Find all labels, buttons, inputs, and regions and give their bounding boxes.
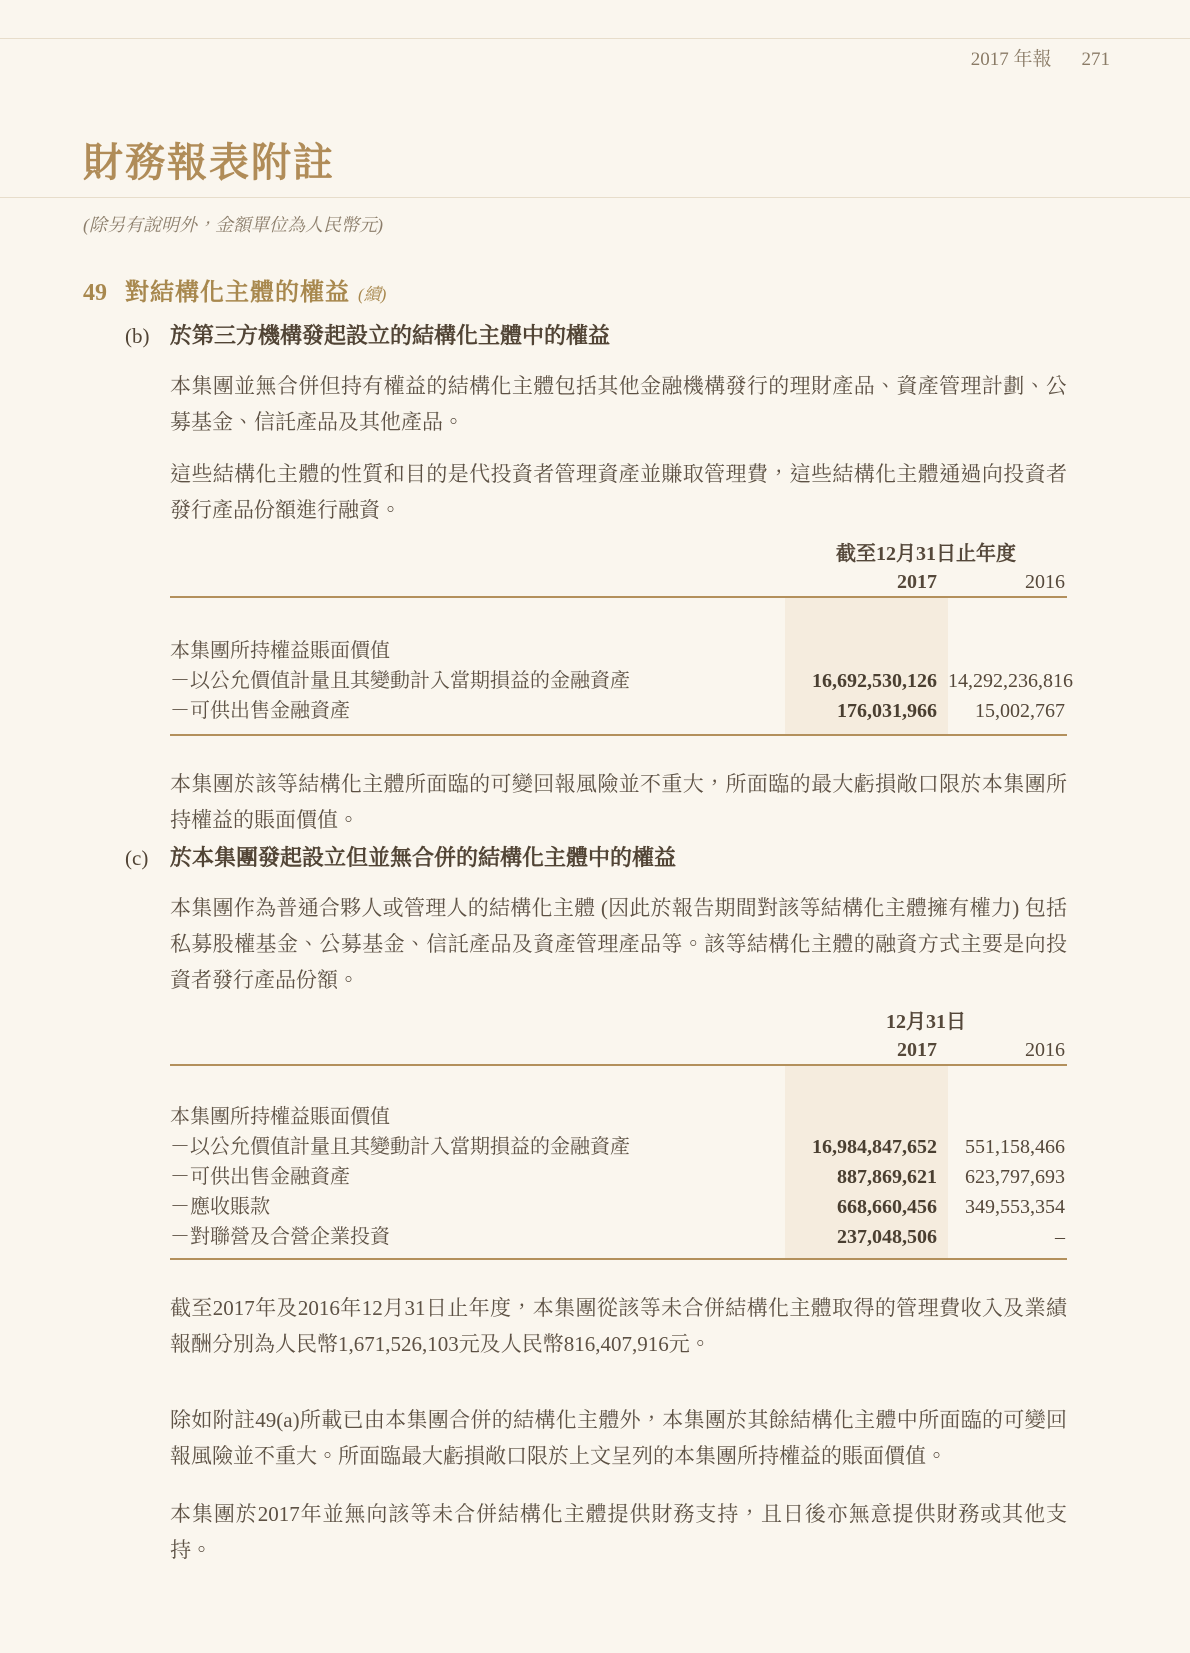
- table-third-party-structured-entities: [170, 540, 1073, 736]
- annual-report-page: [0, 38, 1190, 1653]
- subsection-c-title: 於本集團發起設立但並無合併的結構化主體中的權益: [170, 845, 677, 870]
- subsection-c-heading: [125, 842, 1190, 874]
- row-group-label: 本集團所持權益賬面價值: [170, 1106, 390, 1128]
- section-continued-marker: (續): [358, 285, 387, 304]
- subsection-b-title: 於第三方機構發起設立的結構化主體中的權益: [170, 323, 611, 348]
- value-2017: 668,660,456: [837, 1196, 937, 1218]
- value-2016: 349,553,354: [965, 1196, 1065, 1218]
- paragraph: 截至2017年及2016年12月31日止年度，本集團從該等未合併結構化主體取得的管理費收入及業績報酬分別為人民幣1,671,526,103元及人民幣816,407,916元。: [170, 1296, 1067, 1356]
- section-number: 49: [83, 280, 107, 306]
- table-unconsolidated-sponsored-structured-entities: [170, 1008, 1067, 1260]
- value-2017: 16,984,847,652: [812, 1136, 937, 1158]
- table-year-header-row: [170, 1036, 1067, 1064]
- currency-unit-note: (除另有說明外，金額單位為人民幣元): [83, 215, 383, 235]
- value-2017: 887,869,621: [837, 1166, 937, 1188]
- table-year-header-row: [170, 568, 1067, 596]
- table-period-header: 截至12月31日止年度: [836, 543, 1016, 565]
- report-year-label: 2017 年報: [970, 49, 1052, 70]
- paragraph: 本集團於2017年並無向該等未合併結構化主體提供財務支持，且日後亦無意提供財務或其他支持。: [170, 1502, 1067, 1562]
- value-2017: 16,692,530,126: [812, 670, 937, 692]
- column-header-2016: 2016: [1025, 1039, 1065, 1061]
- title-divider: [0, 197, 1190, 198]
- paragraph: 本集團於該等結構化主體所面臨的可變回報風險並不重大，所面臨的最大虧損敞口限於本集團所持權益的賬面價值。: [170, 772, 1067, 832]
- table-row: [170, 1132, 1067, 1162]
- value-2016: 623,797,693: [965, 1166, 1065, 1188]
- table-period-header: 12月31日: [886, 1011, 966, 1033]
- page-number: 271: [1081, 49, 1110, 70]
- row-label: －以公允價值計量且其變動計入當期損益的金融資產: [170, 670, 630, 692]
- table-period-header-row: [170, 540, 1067, 568]
- column-header-2016: 2016: [1025, 571, 1065, 593]
- paragraph: 除如附註49(a)所載已由本集團合併的結構化主體外，本集團於其餘結構化主體中所面臨的可變回報風險並不重大。所面臨最大虧損敞口限於上文呈列的本集團所持權益的賬面價值。: [170, 1408, 1067, 1468]
- row-label: －對聯營及合營企業投資: [170, 1226, 390, 1248]
- paragraph: 這些結構化主體的性質和目的是代投資者管理資產並賺取管理費，這些結構化主體通過向投資者發行產品份額進行融資。: [170, 462, 1067, 522]
- value-2017: 237,048,506: [837, 1226, 937, 1248]
- row-label: －可供出售金融資產: [170, 700, 350, 722]
- table-body: [170, 596, 1073, 736]
- paragraph: 本集團並無合併但持有權益的結構化主體包括其他金融機構發行的理財產品、資產管理計劃、公募基金、信託產品及其他產品。: [170, 374, 1067, 434]
- table-body: [170, 1064, 1067, 1260]
- table-period-header-row: [170, 1008, 1067, 1036]
- document-title: 財務報表附註: [83, 140, 335, 185]
- section-title: 對結構化主體的權益: [125, 280, 350, 306]
- table-row: [170, 636, 1067, 666]
- top-divider: [0, 38, 1190, 39]
- section-49-heading: [83, 276, 1190, 312]
- subsection-c-label: (c): [125, 846, 149, 870]
- row-group-label: 本集團所持權益賬面價值: [170, 640, 390, 662]
- subsection-b-label: (b): [125, 324, 150, 348]
- row-label: －以公允價值計量且其變動計入當期損益的金融資產: [170, 1136, 630, 1158]
- value-2016: 551,158,466: [965, 1136, 1065, 1158]
- table-row: [170, 1102, 1067, 1132]
- row-label: －可供出售金融資產: [170, 1166, 350, 1188]
- value-2016: 15,002,767: [975, 700, 1065, 722]
- table-row: [170, 696, 1067, 726]
- table-row: [170, 1162, 1067, 1192]
- value-2016: 14,292,236,816: [948, 670, 1073, 692]
- table-row: [170, 666, 1073, 696]
- value-2016: –: [1055, 1226, 1065, 1248]
- row-label: －應收賬款: [170, 1196, 270, 1218]
- value-2017: 176,031,966: [837, 700, 937, 722]
- column-header-2017: 2017: [897, 571, 937, 593]
- subsection-b-heading: [125, 320, 1190, 352]
- table-row: [170, 1192, 1067, 1222]
- table-row: [170, 1222, 1067, 1252]
- paragraph: 本集團作為普通合夥人或管理人的結構化主體 (因此於報告期間對該等結構化主體擁有權力) 包括私募股權基金、公募基金、信託產品及資產管理產品等。該等結構化主體的融資方式主要是向投資者發行產品份額。: [170, 896, 1067, 992]
- page-header: [0, 47, 1190, 73]
- column-header-2017: 2017: [897, 1039, 937, 1061]
